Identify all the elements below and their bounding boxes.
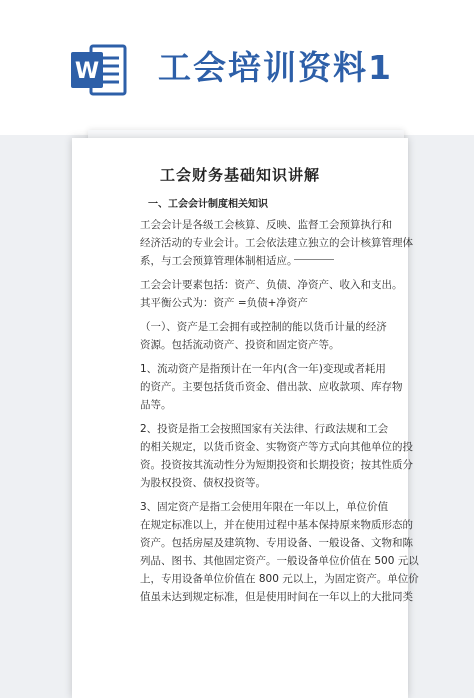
- text-line: 资。投资按其流动性分为短期投资和长期投资；按其性质分: [140, 459, 413, 471]
- document-title: 工会财务基础知识讲解: [159, 166, 320, 184]
- text-line: 1、流动资产是指预计在一年内(含一年)变现或者耗用: [140, 363, 386, 375]
- text-line: 的资产。主要包括货币资金、借出款、应收款项、库存物: [140, 381, 403, 393]
- text-line: 2、投资是指工会按照国家有关法律、行政法规和工会: [140, 423, 389, 435]
- text-line: 上，专用设备单位价值在 800 元以上，为固定资产。单位价: [140, 573, 419, 585]
- text-line: 品等。: [140, 399, 172, 411]
- text-line: 其平衡公式为：资产 =负债+净资产: [140, 297, 308, 309]
- text-line: （一）、资产是工会拥有或控制的能以货币计量的经济: [140, 321, 387, 333]
- paragraph: [140, 498, 420, 606]
- paragraph: [140, 276, 420, 312]
- text-line: 系，与工会预算管理体制相适应。: [140, 255, 298, 267]
- banner-title: 工会培训资料1: [158, 48, 393, 87]
- section-heading: 一、工会会计制度相关知识: [148, 199, 268, 210]
- text-line: 3、固定资产是指工会使用年限在一年以上，单位价值: [140, 501, 389, 513]
- paragraph: [140, 420, 420, 492]
- word-logo-letter: W: [74, 59, 100, 84]
- text-line: 在规定标准以上，并在使用过程中基本保持原来物质形态的: [140, 519, 413, 531]
- text-line: 的相关规定，以货币资金、实物资产等方式向其他单位的投: [140, 441, 413, 453]
- word-document-icon: [69, 40, 129, 100]
- text-line: 列品、图书、其他固定资产。一般设备单位价值在 500 元以: [140, 555, 419, 567]
- text-line: 为股权投资、债权投资等。: [140, 477, 266, 489]
- paragraph: [140, 360, 420, 414]
- paragraph: [140, 318, 420, 354]
- document-body: [140, 216, 420, 612]
- text-line: 值虽未达到规定标准，但是使用时间在一年以上的大批同类: [140, 591, 413, 603]
- document-page: [72, 138, 419, 698]
- text-line: 经济活动的专业会计。工会依法建立独立的会计核算管理体: [140, 237, 413, 249]
- text-line: 资源。包括流动资产、投资和固定资产等。: [140, 339, 340, 351]
- text-line: 工会会计是各级工会核算、反映、监督工会预算执行和: [140, 219, 392, 231]
- paragraph: [140, 216, 420, 270]
- text-line: 工会会计要素包括：资产、负债、净资产、收入和支出。: [140, 279, 403, 291]
- text-line: 资产。包括房屋及建筑物、专用设备、一般设备、文物和陈: [140, 537, 413, 549]
- header-banner: [0, 0, 474, 135]
